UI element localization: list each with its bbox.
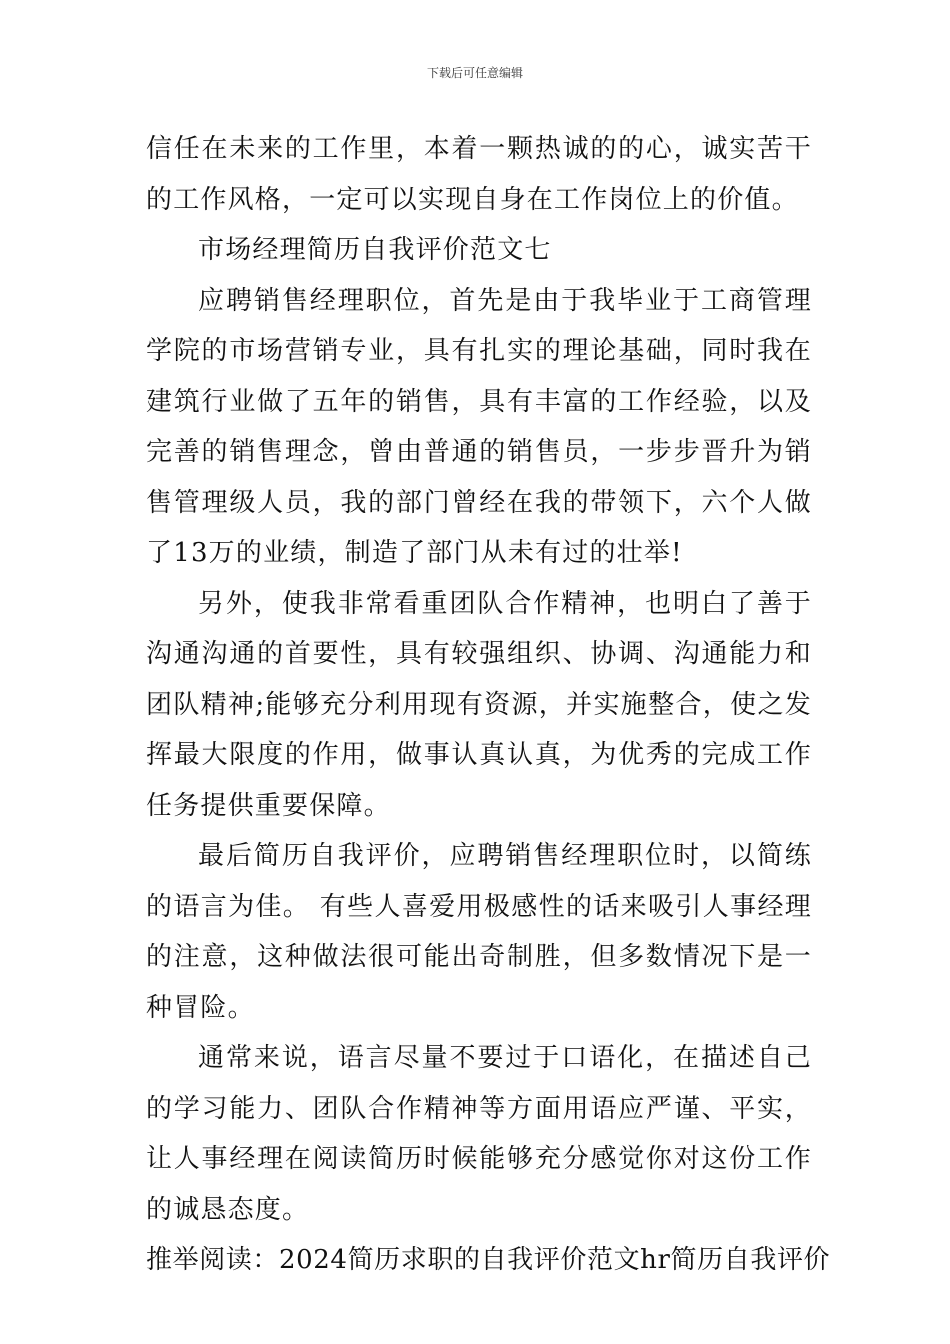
paragraph-teamwork: 另外，使我非常看重团队合作精神，也明白了善于沟通沟通的首要性，具有较强组织、协调、沟通能力和团队精神;能够充分利用现有资源，并实施整合，使之发挥最大限度的作用，做事认真认真，为优秀的完成工作任务提供重要保障。: [146, 588, 812, 821]
paragraph-tone: 通常来说，语言尽量不要过于口语化，在描述自己的学习能力、团队合作精神等方面用语应严谨、平实，让人事经理在阅读简历时候能够充分感觉你对这份工作的诚恳态度。: [146, 1043, 812, 1225]
document-body: [146, 124, 831, 1286]
paragraph-continuation: 信任在未来的工作里，本着一颗热诚的的心，诚实苦干的工作风格，一定可以实现自身在工作岗位上的价值。: [146, 134, 812, 215]
section-heading: 市场经理简历自我评价范文七: [198, 235, 552, 265]
paragraph-application: 应聘销售经理职位，首先是由于我毕业于工商管理学院的市场营销专业，具有扎实的理论基础，同时我在建筑行业做了五年的销售，具有丰富的工作经验，以及完善的销售理念，曾由普通的销售员，一步步晋升为销售管理级人员，我的部门曾经在我的带领下，六个人做了13万的业绩，制造了部门从未有过的壮举!: [146, 285, 812, 568]
paragraph-language: 最后简历自我评价，应聘销售经理职位时，以简练的语言为佳。 有些人喜爱用极感性的话来吸引人事经理的注意，这种做法很可能出奇制胜，但多数情况下是一种冒险。: [146, 841, 812, 1023]
page-header-note: 下载后可任意编辑: [426, 66, 523, 80]
related-reading-line: 推举阅读：2024简历求职的自我评价范文hr简历自我评价: [146, 1245, 831, 1275]
